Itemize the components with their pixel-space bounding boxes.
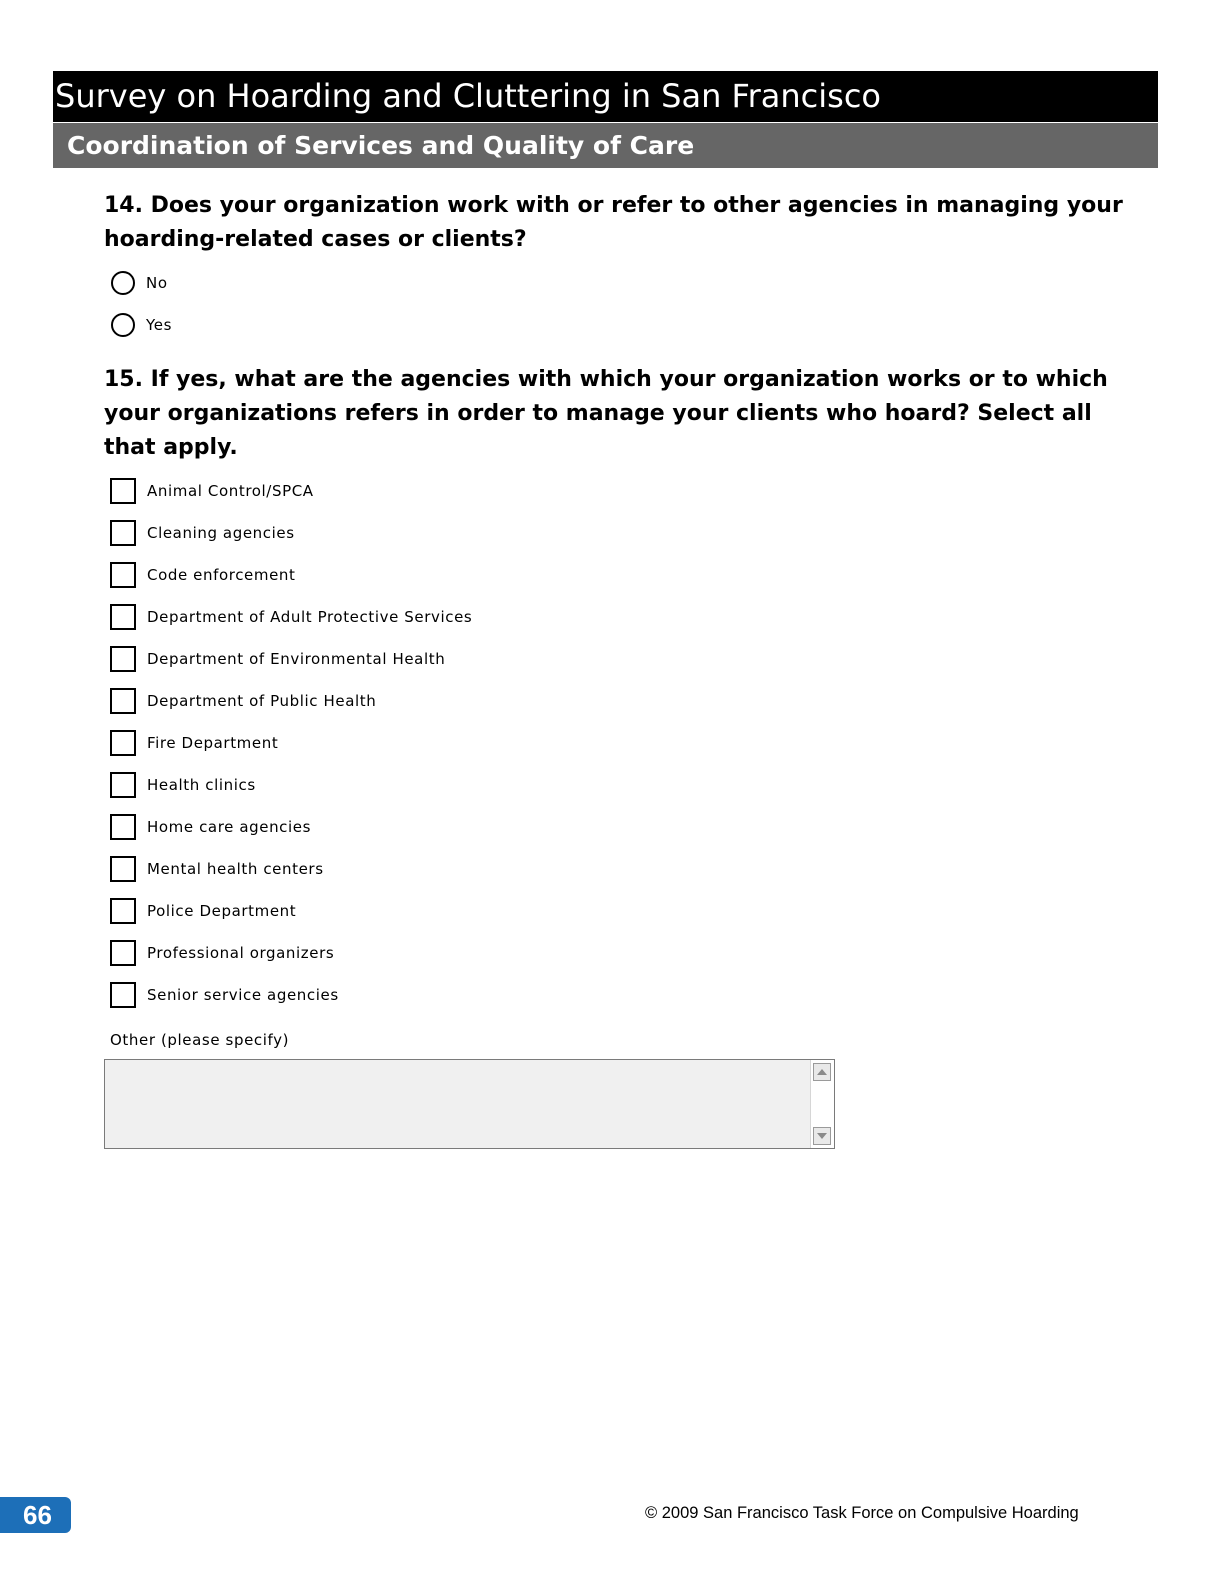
scroll-up-button[interactable] bbox=[813, 1063, 831, 1081]
checkbox-icon[interactable] bbox=[110, 478, 136, 504]
scroll-down-arrow-icon bbox=[817, 1133, 827, 1139]
option-label: Animal Control/SPCA bbox=[147, 482, 314, 500]
checkbox-icon[interactable] bbox=[110, 688, 136, 714]
checkbox-option-health-clinics[interactable] bbox=[110, 771, 256, 799]
checkbox-option-home-care-agencies[interactable] bbox=[110, 813, 311, 841]
option-label: Department of Environmental Health bbox=[147, 650, 446, 668]
textarea-scrollbar[interactable] bbox=[810, 1060, 834, 1148]
checkbox-icon[interactable] bbox=[110, 856, 136, 882]
option-label: Department of Public Health bbox=[147, 692, 377, 710]
checkbox-option-adult-protective-services[interactable] bbox=[110, 603, 472, 631]
option-label: Fire Department bbox=[147, 734, 279, 752]
option-label: Cleaning agencies bbox=[147, 524, 295, 542]
scroll-up-arrow-icon bbox=[817, 1069, 827, 1075]
checkbox-option-cleaning-agencies[interactable] bbox=[110, 519, 295, 547]
radio-button-icon[interactable] bbox=[111, 271, 135, 295]
checkbox-icon[interactable] bbox=[110, 646, 136, 672]
checkbox-option-professional-organizers[interactable] bbox=[110, 939, 334, 967]
option-label: Mental health centers bbox=[147, 860, 324, 878]
question-15: 15. If yes, what are the agencies with which your organization works or to which your organizations refers in order to manage your clients who hoard? Select all that apply. bbox=[104, 367, 1108, 460]
option-label: Police Department bbox=[147, 902, 297, 920]
option-label: Professional organizers bbox=[147, 944, 335, 962]
radio-button-icon[interactable] bbox=[111, 313, 135, 337]
footer-copyright: © 2009 San Francisco Task Force on Compulsive Hoarding bbox=[645, 1504, 1079, 1522]
page-number-badge: 66 bbox=[0, 1497, 71, 1533]
option-no[interactable] bbox=[110, 269, 168, 297]
checkbox-option-public-health[interactable] bbox=[110, 687, 376, 715]
checkbox-option-senior-service-agencies[interactable] bbox=[110, 981, 339, 1009]
checkbox-icon[interactable] bbox=[110, 604, 136, 630]
option-label: No bbox=[146, 274, 168, 292]
checkbox-option-fire-department[interactable] bbox=[110, 729, 278, 757]
section-heading: Coordination of Services and Quality of Care bbox=[53, 123, 1158, 168]
checkbox-option-mental-health-centers[interactable] bbox=[110, 855, 324, 883]
other-specify-textarea[interactable] bbox=[104, 1059, 835, 1149]
checkbox-icon[interactable] bbox=[110, 772, 136, 798]
checkbox-icon[interactable] bbox=[110, 730, 136, 756]
checkbox-icon[interactable] bbox=[110, 814, 136, 840]
option-label: Senior service agencies bbox=[147, 986, 339, 1004]
question-14: 14. Does your organization work with or refer to other agencies in managing your hoarding-related cases or clients? bbox=[104, 193, 1123, 252]
other-specify-label: Other (please specify) bbox=[110, 1031, 290, 1049]
option-label: Yes bbox=[146, 316, 173, 334]
scroll-down-button[interactable] bbox=[813, 1127, 831, 1145]
checkbox-icon[interactable] bbox=[110, 898, 136, 924]
option-label: Health clinics bbox=[147, 776, 256, 794]
option-label: Code enforcement bbox=[147, 566, 296, 584]
checkbox-icon[interactable] bbox=[110, 562, 136, 588]
checkbox-option-environmental-health[interactable] bbox=[110, 645, 445, 673]
option-label: Department of Adult Protective Services bbox=[147, 608, 473, 626]
checkbox-icon[interactable] bbox=[110, 520, 136, 546]
checkbox-option-police-department[interactable] bbox=[110, 897, 296, 925]
checkbox-icon[interactable] bbox=[110, 982, 136, 1008]
option-label: Home care agencies bbox=[147, 818, 312, 836]
checkbox-option-animal-control[interactable] bbox=[110, 477, 314, 505]
survey-title: Survey on Hoarding and Cluttering in San Francisco bbox=[53, 71, 1158, 122]
checkbox-option-code-enforcement[interactable] bbox=[110, 561, 296, 589]
checkbox-icon[interactable] bbox=[110, 940, 136, 966]
option-yes[interactable] bbox=[110, 311, 172, 339]
